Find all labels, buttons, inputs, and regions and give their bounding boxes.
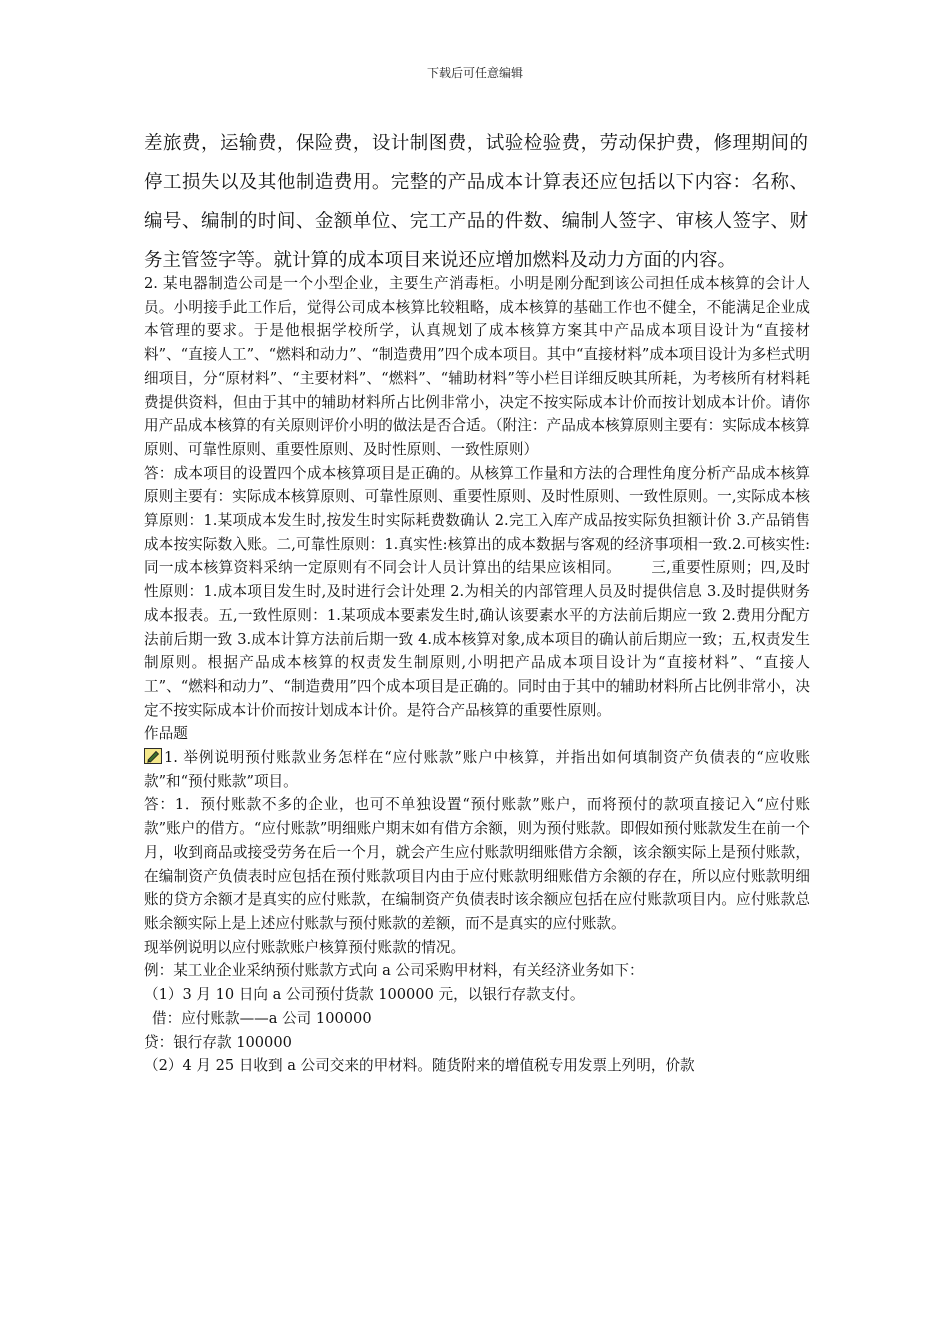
work-question-1-paragraph	[144, 746, 810, 793]
example-intro-line: 现举例说明以应付账款账户核算预付账款的情况。	[144, 938, 466, 956]
work-question-1-text: 1. 举例说明预付账款业务怎样在“应付账款”账户中核算，并指出如何填制资产负债表的“应收账款”和“预付账款”项目。	[144, 749, 810, 790]
entry-1-credit-line: 贷：银行存款 100000	[144, 1033, 292, 1051]
answer-2-part-2: 三,重要性原则；四,及时性原则：1.成本项目发生时,及时进行会计处理 2.为相关的内部管理人员及时提供信息 3.及时提供财务成本报表。五,一致性原则：1.某项成本要素发生时,确认该要素水平的方法前后期应一致 2.费用分配方法前后期一致 3.成本计算方法前后期一致 4.成本核算对象,成本项目的确认前后期应一致；五,权责发生制原则。根据产品成本核算的权责发生制原则,小明把产品成本项目设计为“直接材料”、“直接人工”、“燃料和动力”、“制造费用”四个成本项目是正确的。同时由于其中的辅助材料所占比例非常小，决定不按实际成本计价而按计划成本计价。是符合产品核算的重要性原则。	[144, 559, 810, 719]
intro-paragraph: 差旅费，运输费，保险费，设计制图费，试验检验费，劳动保护费，修理期间的停工损失以及其他制造费用。完整的产品成本计算表还应包括以下内容：名称、编号、编制的时间、金额单位、完工产品的件数、编制人签字、审核人签字、财务主管签字等。就计算的成本项目来说还应增加燃料及动力方面的内容。	[144, 133, 808, 271]
work-answer-1-paragraph: 答：1．预付账款不多的企业，也可不单独设置“预付账款”账户，而将预付的款项直接记入“应付账款”账户的借方。“应付账款”明细账户期末如有借方余额，则为预付账款。即假如预付账款发生在前一个月，收到商品或接受劳务在后一个月，就会产生应付账款明细账借方余额，该余额实际上是预付账款，在编制资产负债表时应包括在预付账款项目内由于应付账款明细账借方余额的存在，所以应付账款明细账的贷方余额才是真实的应付账款，在编制资产负债表时该余额应包括在应付账款项目内。应付账款总账余额实际上是上述应付账款与预付账款的差额，而不是真实的应付账款。	[144, 796, 810, 932]
answer-2-part-1: 答：成本项目的设置四个成本核算项目是正确的。从核算工作量和方法的合理性角度分析产品成本核算原则主要有：实际成本核算原则、可靠性原则、重要性原则、及时性原则、一致性原则。一,实际成本核算原则：1.某项成本发生时,按发生时实际耗费数确认 2.完工入库产成品按实际负担额计价 3.产品销售成本按实际数入账。二,可靠性原则：1.真实性:核算出的成本数据与客观的经济事项相一致.2.可核实性:同一成本核算资料采纳一定原则有不同会计人员计算出的结果应该相同。	[144, 464, 810, 577]
pencil-note-icon	[144, 748, 162, 764]
entry-1-debit-line: 借：应付账款——a 公司 100000	[152, 1009, 372, 1027]
page-header: 下载后可任意编辑	[426, 66, 523, 80]
document-body	[144, 272, 810, 1078]
answer-2-paragraph	[144, 462, 810, 723]
section-title: 作品题	[144, 725, 188, 743]
entry-2-line: （2）4 月 25 日收到 a 公司交来的甲材料。随货附来的增值税专用发票上列明，价款	[144, 1057, 695, 1075]
entry-1-line: （1）3 月 10 日向 a 公司预付货款 100000 元，以银行存款支付。	[144, 986, 585, 1004]
question-2-paragraph: 2. 某电器制造公司是一个小型企业，主要生产消毒柜。小明是刚分配到该公司担任成本核算的会计人员。小明接手此工作后，觉得公司成本核算比较粗略，成本核算的基础工作也不健全，不能满足企业成本管理的要求。于是他根据学校所学，认真规划了成本核算方案其中产品成本项目设计为“直接材料”、“直接人工”、“燃料和动力”、“制造费用”四个成本项目。其中“直接材料”成本项目设计为多栏式明细项目，分“原材料”、“主要材料”、“燃料”、“辅助材料”等小栏目详细反映其所耗，为考核所有材料耗费提供资料，但由于其中的辅助材料所占比例非常小，决定不按实际成本计价而按计划成本计价。请你用产品成本核算的有关原则评价小明的做法是否合适。（附注：产品成本核算原则主要有：实际成本核算原则、可靠性原则、重要性原则、及时性原则、一致性原则）	[144, 275, 810, 458]
example-case-line: 例：某工业企业采纳预付账款方式向 a 公司采购甲材料，有关经济业务如下：	[144, 962, 644, 980]
